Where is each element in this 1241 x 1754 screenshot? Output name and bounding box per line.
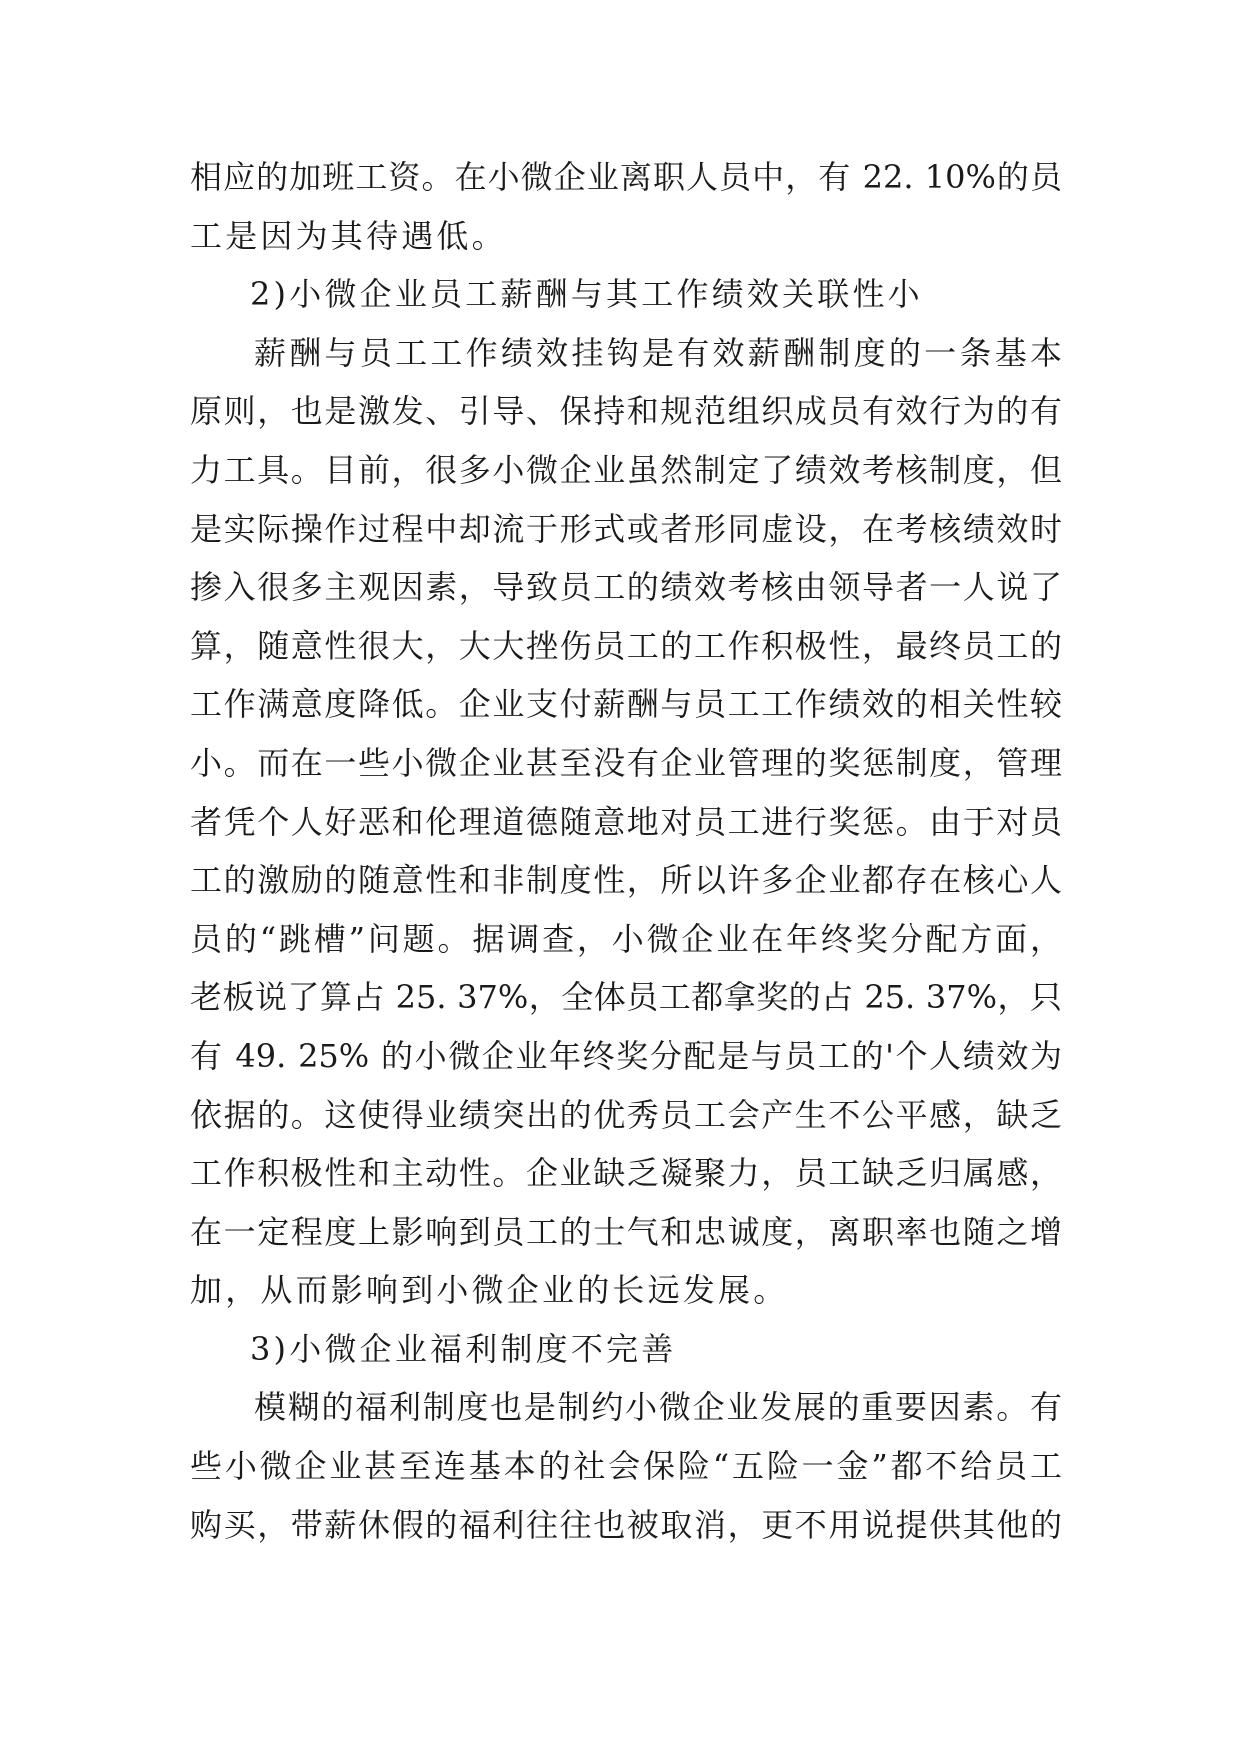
- text-line: 些小微企业甚至连基本的社会保险“五险一金”都不给员工: [190, 1447, 1062, 1486]
- text-line: 购买，带薪休假的福利往往也被取消，更不用说提供其他的: [190, 1505, 1062, 1544]
- text-line: 工作满意度降低。企业支付薪酬与员工工作绩效的相关性较: [190, 685, 1062, 724]
- text-line: 工是因为其待遇低。: [190, 216, 507, 255]
- text-line: 算，随意性很大，大大挫伤员工的工作积极性，最终员工的: [190, 626, 1062, 665]
- text-line: 掺入很多主观因素，导致员工的绩效考核由领导者一人说了: [190, 568, 1062, 607]
- text-line: 加，从而影响到小微企业的长远发展。: [190, 1271, 789, 1310]
- text-line: 依据的。这使得业绩突出的优秀员工会产生不公平感，缺乏: [190, 1095, 1062, 1134]
- document-page: [190, 148, 1062, 1554]
- text-line: 小。而在一些小微企业甚至没有企业管理的奖惩制度，管理: [190, 743, 1062, 782]
- text-line: 工作积极性和主动性。企业缺乏凝聚力，员工缺乏归属感，: [190, 1154, 1062, 1193]
- text-line: 者凭个人好恶和伦理道德随意地对员工进行奖惩。由于对员: [190, 802, 1062, 841]
- text-line: 薪酬与员工工作绩效挂钩是有效薪酬制度的一条基本: [254, 333, 1062, 372]
- text-line: 力工具。目前，很多小微企业虽然制定了绩效考核制度，但: [190, 450, 1062, 489]
- text-line: 在一定程度上影响到员工的士气和忠诚度，离职率也随之增: [190, 1212, 1062, 1251]
- section-heading: 2)小微企业员工薪酬与其工作绩效关联性小: [250, 275, 923, 314]
- text-line: 老板说了算占 25. 37%，全体员工都拿奖的占 25. 37%，只: [190, 978, 1062, 1017]
- text-line: 模糊的福利制度也是制约小微企业发展的重要因素。有: [254, 1388, 1062, 1427]
- text-line: 是实际操作过程中却流于形式或者形同虚设，在考核绩效时: [190, 509, 1062, 548]
- text-line: 原则，也是激发、引导、保持和规范组织成员有效行为的有: [190, 392, 1062, 431]
- section-heading: 3)小微企业福利制度不完善: [250, 1329, 677, 1368]
- text-line: 员的“跳槽”问题。据调查，小微企业在年终奖分配方面，: [190, 919, 1062, 958]
- text-line: 工的激励的随意性和非制度性，所以许多企业都存在核心人: [190, 861, 1062, 900]
- text-line: 有 49. 25% 的小微企业年终奖分配是与员工的'个人绩效为: [190, 1036, 1062, 1075]
- text-line: 相应的加班工资。在小微企业离职人员中，有 22. 10%的员: [190, 158, 1062, 196]
